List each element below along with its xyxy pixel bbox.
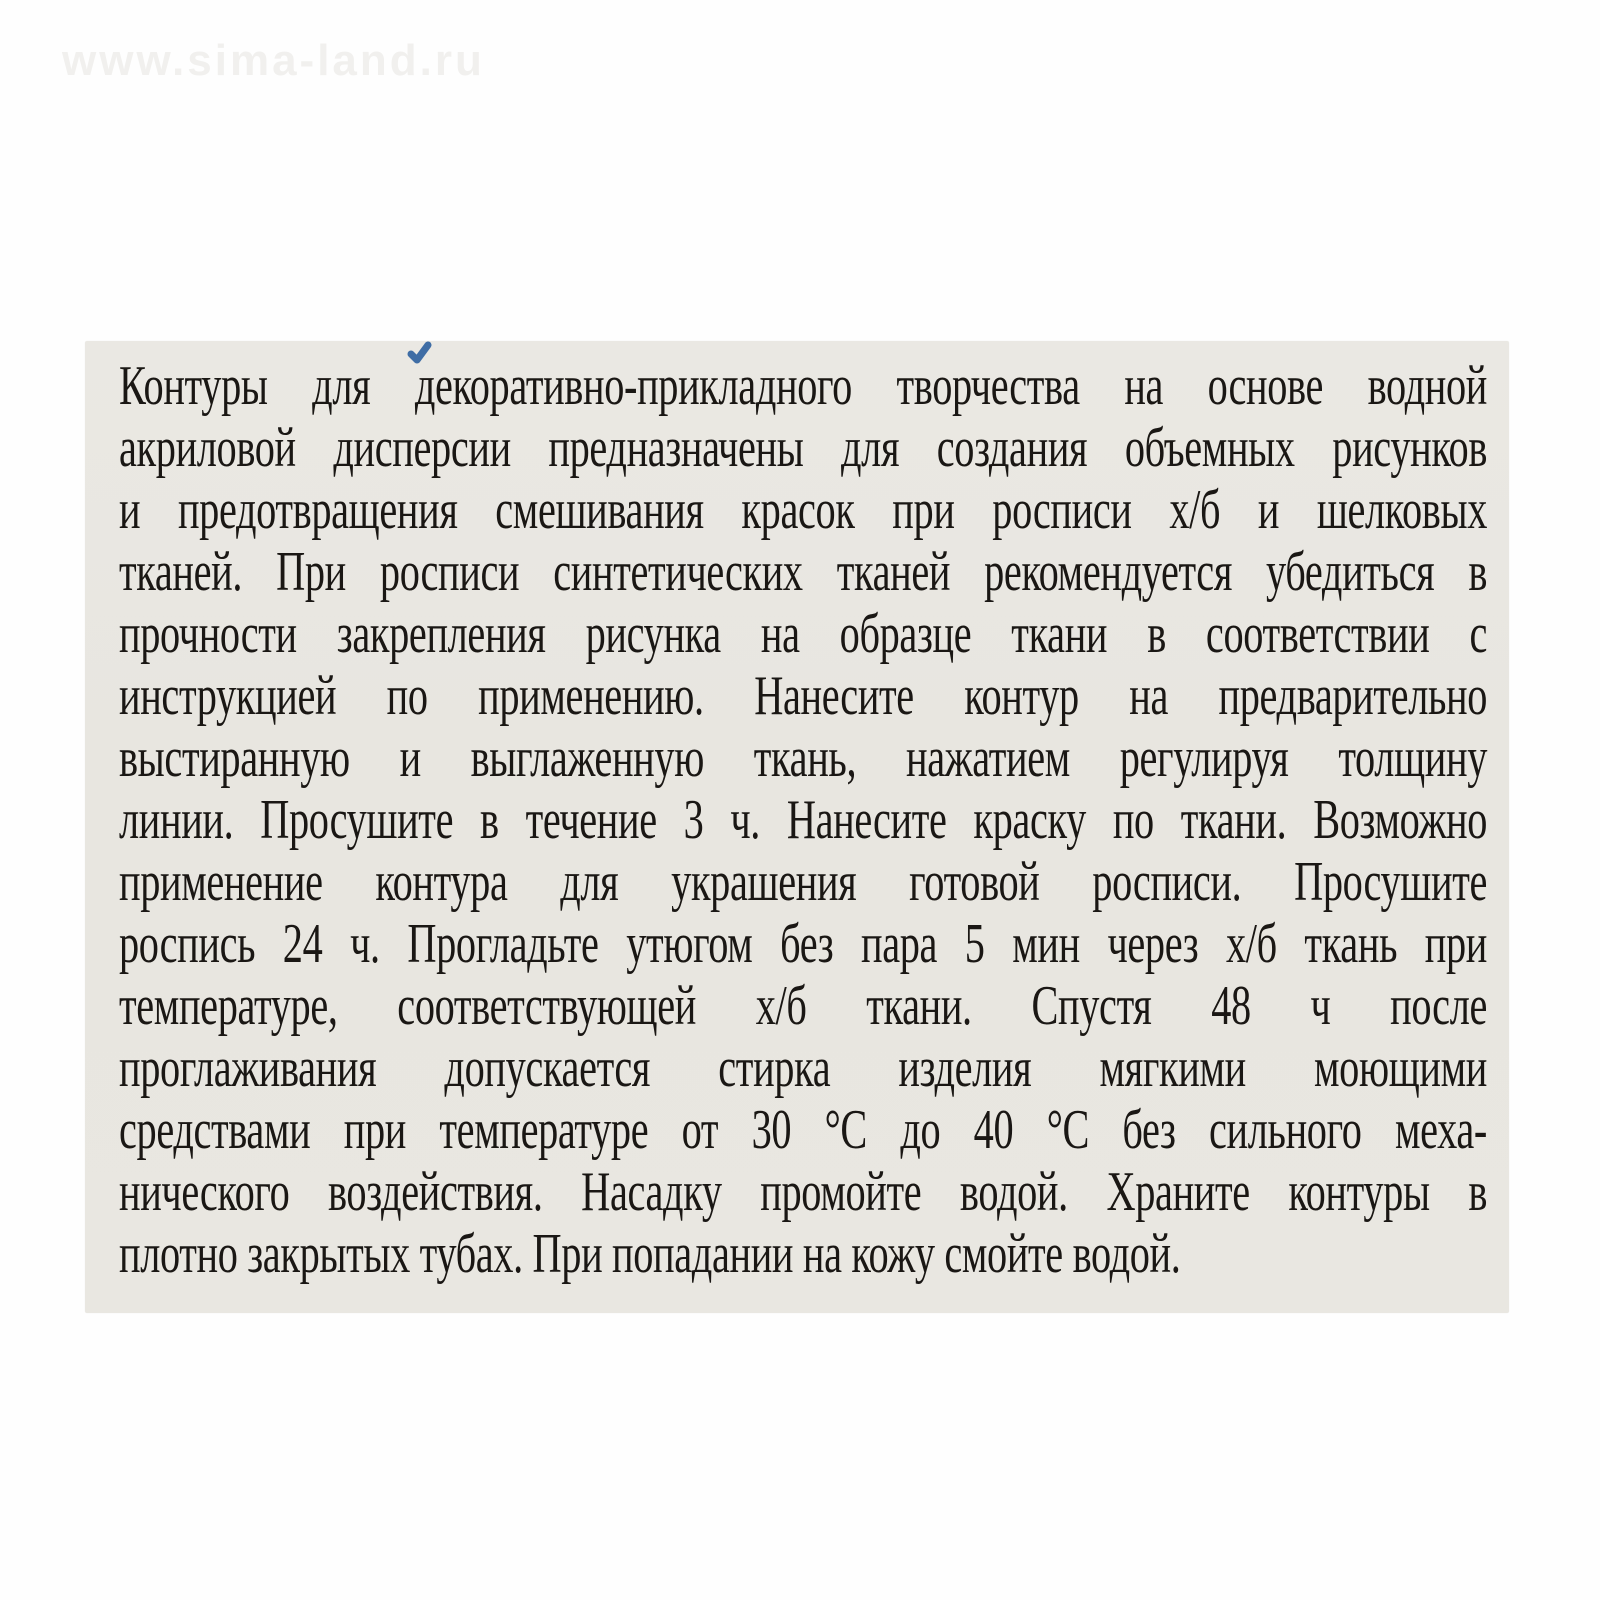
text-line: тканей. При росписи синтетических тканей рекомендуется убедиться в	[119, 541, 1487, 603]
text-line: Контуры для декоративно-прикладного творчества на основе водной	[119, 355, 1487, 417]
text-line: температуре, соответствующей х/б ткани. Спустя 48 ч после	[119, 975, 1487, 1037]
text-line: плотно закрытых тубах. При попадании на кожу смойте водой.	[119, 1223, 1181, 1285]
text-line: средствами при температуре от 30 °С до 40 °С без сильного меха-	[119, 1099, 1487, 1161]
text-line: линии. Просушите в течение 3 ч. Нанесите краску по ткани. Возможно	[119, 789, 1487, 851]
text-line: прочности закрепления рисунка на образце ткани в соответствии с	[119, 603, 1487, 665]
text-line: нического воздействия. Насадку промойте водой. Храните контуры в	[119, 1161, 1487, 1223]
text-line: применение контура для украшения готовой росписи. Просушите	[119, 851, 1487, 913]
text-line: и предотвращения смешивания красок при росписи х/б и шелковых	[119, 479, 1487, 541]
text-line: выстиранную и выглаженную ткань, нажатием регулируя толщину	[119, 727, 1487, 789]
watermark: www.sima-land.ru	[62, 36, 485, 85]
text-line: проглаживания допускается стирка изделия мягкими моющими	[119, 1037, 1487, 1099]
text-line: акриловой дисперсии предназначены для создания объемных рисунков	[119, 417, 1487, 479]
text-line: роспись 24 ч. Прогладьте утюгом без пара 5 мин через х/б ткань при	[119, 913, 1487, 975]
text-line: инструкцией по применению. Нанесите контур на предварительно	[119, 665, 1487, 727]
instruction-text	[119, 355, 1487, 1285]
instruction-label	[85, 341, 1509, 1313]
